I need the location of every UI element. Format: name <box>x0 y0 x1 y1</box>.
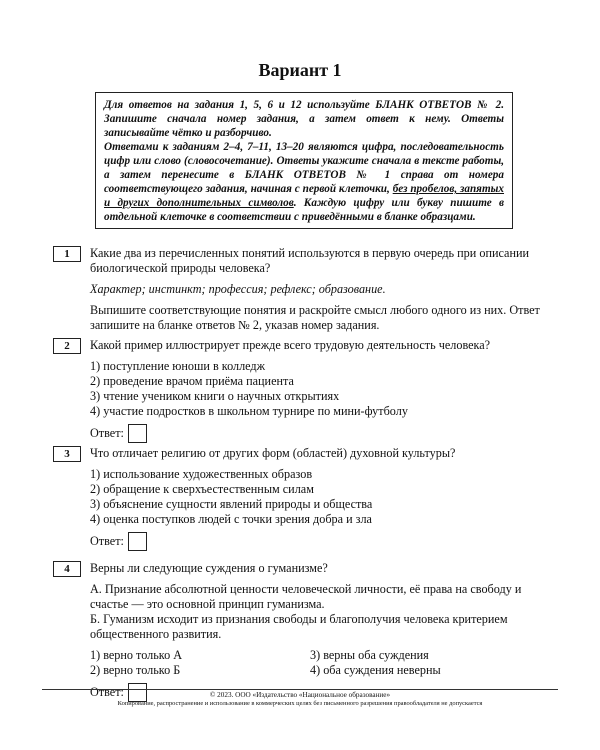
task-number-box: 2 <box>53 338 81 354</box>
option-item: 1) использование художественных образов <box>90 467 313 481</box>
options-grid <box>90 648 548 678</box>
instructions-p2-start: Ответами к заданиям 2–4, 7–11, 13–20 являются цифра, последовательность цифр или слово (словосочетание). Ответы укажите сначала в тексте работы, а затем перенесите в БЛАНК ОТВЕТОВ № 1 справа от номера соответствующего задания, начиная с первой клеточки, <box>104 141 504 195</box>
answer-label: Ответ: <box>90 426 124 440</box>
task-question: Какой пример иллюстрирует прежде всего трудовую деятельность человека? <box>90 338 491 352</box>
answer-label: Ответ: <box>90 534 124 548</box>
answer-row <box>90 424 548 443</box>
footer-notice: Копирование, распространение и использование в коммерческих целях без письменного разрешения правообладателя не допускается <box>117 700 483 707</box>
instructions-paragraph-2 <box>104 140 504 224</box>
task-number-box: 4 <box>53 561 81 577</box>
footer-divider <box>42 689 558 690</box>
option-item: 2) верно только Б <box>90 663 181 677</box>
option-item: 1) поступление юноши в колледж <box>90 359 266 373</box>
option-item: 1) верно только А <box>90 648 183 662</box>
option-item: 4) оценка поступков людей с точки зрения добра и зла <box>90 512 372 526</box>
answer-box[interactable] <box>128 532 147 551</box>
option-item: 2) проведение врачом приёма пациента <box>90 374 294 388</box>
option-item: 4) участие подростков в школьном турнире по мини-футболу <box>90 404 408 418</box>
answer-row <box>90 532 548 551</box>
task-instruction: Выпишите соответствующие понятия и раскройте смысл любого одного из них. Ответ запишите на бланке ответов № 2, указав номер задания. <box>90 303 540 332</box>
option-item: 2) обращение к сверхъестественным силам <box>90 482 314 496</box>
task-number-box: 3 <box>53 446 81 462</box>
instructions-p2-end: . Каждую цифру или букву пишите в отдельной клеточке в соответствии с приведёнными в бланке образцами. <box>104 197 504 223</box>
task-3 <box>53 446 548 551</box>
answer-box[interactable] <box>128 424 147 443</box>
task-terms: Характер; инстинкт; профессия; рефлекс; образование. <box>90 282 386 296</box>
option-item: 3) чтение учеником книги о научных открытиях <box>90 389 340 403</box>
statement-b: Б. Гуманизм исходит из признания свободы и благополучия человека критерием общественного развития. <box>90 612 508 641</box>
statement-a: А. Признание абсолютной ценности человеческой личности, её права на свободу и счастье — это основной принцип гуманизма. <box>90 582 522 611</box>
instructions-paragraph-1: Для ответов на задания 1, 5, 6 и 12 используйте БЛАНК ОТВЕТОВ № 2. Запишите сначала номер задания, а затем ответ к нему. Ответы записывайте чётко и разборчиво. <box>104 99 504 139</box>
task-question: Что отличает религию от других форм (областей) духовной культуры? <box>90 446 456 460</box>
options-list <box>90 359 548 419</box>
option-item: 4) оба суждения неверны <box>310 663 441 677</box>
task-2 <box>53 338 548 443</box>
task-question: Какие два из перечисленных понятий используются в первую очередь при описании биологической природы человека? <box>90 246 530 275</box>
task-1 <box>53 246 548 333</box>
instructions-p2-underlined: без пробелов, запятых и других дополнительных символов <box>104 183 505 209</box>
instructions-box <box>95 92 513 229</box>
task-4 <box>53 561 548 702</box>
option-item: 3) объяснение сущности явлений природы и общества <box>90 497 373 511</box>
page-title: Вариант 1 <box>258 60 342 80</box>
answer-label: Ответ: <box>90 685 124 699</box>
option-item: 3) верны оба суждения <box>310 648 429 662</box>
options-list <box>90 467 548 527</box>
footer-copyright: © 2023. ООО «Издательство «Национальное образование» <box>209 691 391 699</box>
task-number-box: 1 <box>53 246 81 262</box>
task-question: Верны ли следующие суждения о гуманизме? <box>90 561 328 575</box>
